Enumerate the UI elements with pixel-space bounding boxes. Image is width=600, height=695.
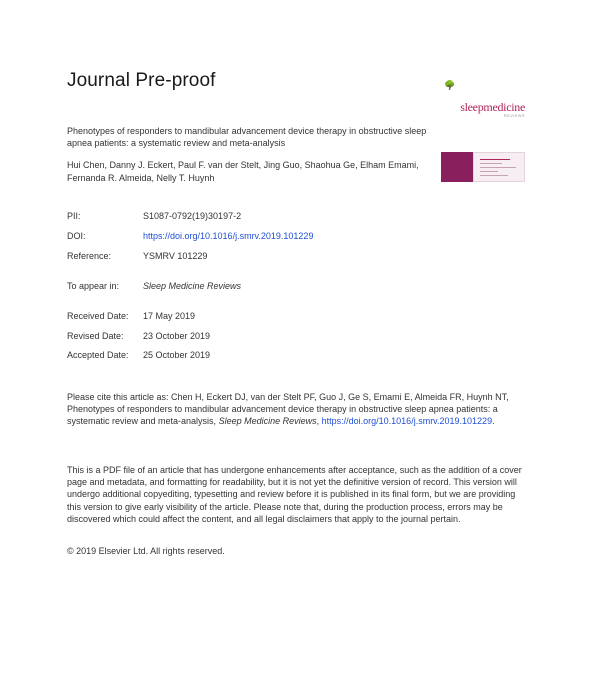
meta-pii-value: S1087-0792(19)30197-2 bbox=[143, 211, 242, 221]
cover-line bbox=[480, 171, 498, 172]
meta-accepted-row bbox=[67, 350, 210, 361]
article-title: Phenotypes of responders to mandibular advancement device therapy in obstructive sleep apnea patients: a systematic review and meta-analysis bbox=[67, 126, 427, 148]
meta-reference-row bbox=[67, 251, 207, 262]
cover-line bbox=[480, 175, 508, 176]
cover-line bbox=[480, 167, 516, 168]
meta-doi-row bbox=[67, 231, 313, 242]
meta-appear-value: Sleep Medicine Reviews bbox=[143, 281, 242, 291]
article-authors: Hui Chen, Danny J. Eckert, Paul F. van der Stelt, Jing Guo, Shaohua Ge, Elham Emami, Fernanda R. Almeida, Nelly T. Huynh bbox=[67, 160, 419, 183]
meta-reference-label: Reference: bbox=[67, 251, 112, 261]
meta-accepted-value: 25 October 2019 bbox=[143, 350, 211, 360]
meta-pii-row bbox=[67, 211, 241, 222]
citation-paragraph bbox=[67, 391, 527, 428]
elsevier-tree-icon: 🌳 bbox=[444, 80, 456, 90]
journal-brand-subtitle: REVIEWS bbox=[503, 113, 525, 118]
meta-pii-label: PII: bbox=[67, 211, 81, 221]
copyright-notice: © 2019 Elsevier Ltd. All rights reserved. bbox=[67, 546, 225, 556]
citation-end: . bbox=[492, 416, 495, 427]
meta-received-label: Received Date: bbox=[67, 311, 129, 321]
journal-brand-name: sleepmedicine bbox=[460, 100, 525, 114]
meta-accepted-label: Accepted Date: bbox=[67, 350, 129, 360]
meta-appear-label: To appear in: bbox=[67, 281, 120, 291]
cover-right-panel bbox=[473, 152, 525, 182]
meta-revised-label: Revised Date: bbox=[67, 331, 124, 341]
meta-reference-value: YSMRV 101229 bbox=[143, 251, 208, 261]
cover-line bbox=[480, 163, 502, 164]
citation-text: Please cite this article as: Chen H, Eckert DJ, van der Stelt PF, Guo J, Ge S, Emami E, Almeida FR, Huynh NT, Phenotypes of responders to mandibular advancement device therapy in obstructive sleep apnea patients: a systematic review and meta-analysis, bbox=[67, 392, 509, 427]
journal-brand bbox=[441, 101, 525, 118]
doi-link[interactable]: https://doi.org/10.1016/j.smrv.2019.101229 bbox=[143, 231, 314, 241]
meta-appear-row bbox=[67, 281, 241, 292]
meta-received-value: 17 May 2019 bbox=[143, 311, 196, 321]
citation-doi-link[interactable]: https://doi.org/10.1016/j.smrv.2019.101229 bbox=[321, 416, 493, 427]
meta-revised-row bbox=[67, 331, 210, 342]
journal-cover-image bbox=[441, 152, 525, 182]
meta-received-row bbox=[67, 311, 195, 322]
pre-proof-notice: This is a PDF file of an article that has undergone enhancements after acceptance, such as the addition of a cover page and metadata, and formatting for readability, but it is not yet the definitive version of record. This version will undergo additional copyediting, typesetting and review before it is published in its final form, but we are providing this version to give early visibility of the article. Please note that, during the production process, errors may be discovered which could affect the content, and all legal disclaimers that apply to the journal pertain. bbox=[67, 465, 522, 524]
journal-pre-proof-heading: Journal Pre-proof bbox=[67, 70, 216, 91]
cover-left-panel bbox=[441, 152, 473, 182]
meta-doi-label: DOI: bbox=[67, 231, 86, 241]
meta-revised-value: 23 October 2019 bbox=[143, 331, 211, 341]
citation-separator: , bbox=[316, 416, 322, 427]
citation-journal: Sleep Medicine Reviews bbox=[218, 416, 317, 427]
cover-line bbox=[480, 159, 510, 160]
